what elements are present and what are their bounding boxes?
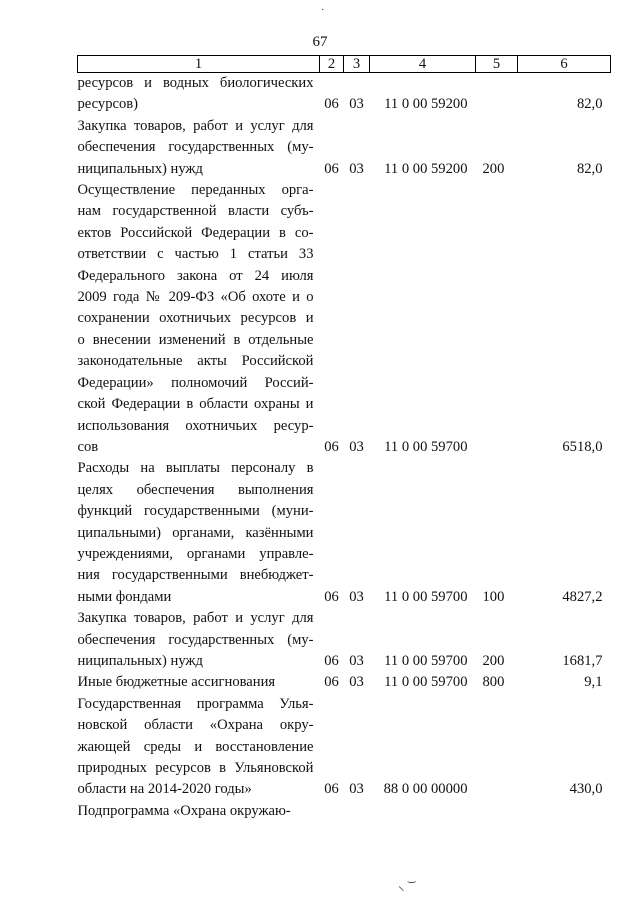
row-amount: 4827,2 — [562, 588, 603, 605]
page-number: 67 — [312, 34, 328, 50]
column-header-5: 5 — [476, 56, 518, 73]
row-target-article: 11 0 00 59700 — [384, 674, 468, 691]
row-name — [78, 801, 320, 822]
name-line: Федерации» полномочий Россий- — [77, 374, 314, 391]
row-section: 06 — [324, 588, 339, 605]
budget-table — [77, 55, 611, 822]
row-section: 06 — [324, 160, 339, 177]
name-line: о внесении изменений в отдельные — [77, 331, 314, 348]
row-name — [78, 73, 320, 116]
scan-speck: · — [321, 5, 325, 16]
column-header-4: 4 — [370, 56, 476, 73]
row-amount: 82,0 — [576, 96, 603, 113]
row-expense-type: 200 — [482, 160, 505, 177]
name-line: 2009 года № 209-ФЗ «Об охоте и о — [77, 289, 314, 306]
name-line: Подпрограмма «Охрана окружаю- — [77, 802, 291, 819]
row-target-article — [370, 801, 476, 822]
header-row — [78, 56, 611, 73]
row-target-article: 11 0 00 59700 — [384, 652, 468, 669]
name-line: ниципальных) нужд — [77, 160, 203, 177]
row-subsection: 03 — [349, 438, 364, 455]
row-target-article: 11 0 00 59700 — [384, 438, 468, 455]
row-amount: 1681,7 — [562, 652, 603, 669]
table-header — [78, 56, 611, 73]
row-expense-type — [476, 801, 518, 822]
row-target-article: 11 0 00 59200 — [384, 96, 468, 113]
row-name — [78, 608, 320, 672]
row-name — [78, 672, 320, 693]
table-row — [78, 608, 611, 672]
row-amount: 6518,0 — [562, 438, 603, 455]
table-row — [78, 73, 611, 116]
row-amount: 82,0 — [576, 160, 603, 177]
name-line: природных ресурсов в Ульяновской — [77, 760, 314, 776]
name-line: ными фондами — [77, 588, 172, 605]
name-line: Осуществление переданных орга- — [77, 182, 314, 199]
row-target-article: 11 0 00 59200 — [384, 160, 468, 177]
row-expense-type: 800 — [482, 674, 505, 691]
table-body — [78, 73, 611, 823]
name-line: области на 2014-2020 годы» — [77, 781, 252, 798]
name-line: новской области «Охрана окру- — [77, 717, 314, 734]
row-amount: 430,0 — [569, 781, 603, 798]
row-section: 06 — [324, 96, 339, 113]
column-header-6: 6 — [518, 56, 611, 73]
name-line: обеспечения государственных (му- — [77, 139, 314, 156]
row-expense-type — [476, 694, 518, 801]
row-expense-type — [476, 180, 518, 458]
column-header-1: 1 — [78, 56, 320, 73]
name-line: ресурсов) — [77, 96, 139, 113]
row-expense-type: 200 — [482, 652, 505, 669]
table-row — [78, 180, 611, 458]
row-subsection: 03 — [349, 674, 364, 691]
name-line: законодательные акты Российской — [77, 353, 314, 370]
name-line: Расходы на выплаты персоналу в — [77, 460, 314, 477]
row-amount: 9,1 — [584, 674, 603, 691]
row-section — [320, 801, 344, 822]
name-line: ответствии с частью 1 статьи 33 — [77, 246, 314, 263]
table-row — [78, 801, 611, 822]
row-subsection — [344, 801, 370, 822]
table-row — [78, 458, 611, 608]
row-name — [78, 458, 320, 608]
column-header-3: 3 — [344, 56, 370, 73]
row-amount — [518, 801, 611, 822]
name-line: ектов Российской Федерации в со- — [77, 224, 314, 241]
row-name — [78, 116, 320, 180]
name-line: Закупка товаров, работ и услуг для — [77, 117, 314, 134]
name-line: Федерального закона от 24 июля — [77, 267, 314, 284]
table-row — [78, 672, 611, 693]
row-target-article: 11 0 00 59700 — [384, 588, 468, 605]
row-subsection: 03 — [349, 652, 364, 669]
table-row — [78, 116, 611, 180]
row-subsection: 03 — [349, 781, 364, 798]
table-row — [78, 694, 611, 801]
row-subsection: 03 — [349, 96, 364, 113]
row-name — [78, 694, 320, 801]
name-line: ния государственными внебюджет- — [77, 567, 314, 584]
name-line: использования охотничьих ресур- — [77, 417, 314, 434]
name-line: обеспечения государственных (му- — [77, 631, 314, 648]
row-section: 06 — [324, 781, 339, 798]
name-line: целях обеспечения выполнения — [77, 481, 314, 498]
name-line: жающей среды и восстановление — [77, 738, 314, 755]
name-line: ской Федерации в области охраны и — [77, 396, 314, 413]
row-subsection: 03 — [349, 160, 364, 177]
name-line: ресурсов и водных биологических — [77, 75, 314, 91]
row-section: 06 — [324, 438, 339, 455]
row-name — [78, 180, 320, 458]
name-line: ципальными) органами, казёнными — [77, 524, 314, 541]
name-line: функций государственными (муни- — [77, 503, 314, 520]
name-line: учреждениями, органами управле- — [77, 545, 314, 562]
row-subsection: 03 — [349, 588, 364, 605]
scan-speck: ⸜ ͝ — [398, 878, 408, 893]
row-expense-type: 100 — [482, 588, 505, 605]
column-header-2: 2 — [320, 56, 344, 73]
name-line: Государственная программа Улья- — [77, 695, 314, 712]
row-expense-type — [476, 73, 518, 116]
row-section: 06 — [324, 674, 339, 691]
row-section: 06 — [324, 652, 339, 669]
name-line: нам государственной власти субъ- — [77, 203, 314, 220]
name-line: сохранении охотничьих ресурсов и — [77, 310, 314, 327]
name-line: Иные бюджетные ассигнования — [77, 674, 276, 691]
name-line: сов — [77, 438, 99, 455]
row-target-article: 88 0 00 00000 — [383, 781, 468, 798]
name-line: ниципальных) нужд — [77, 652, 203, 669]
name-line: Закупка товаров, работ и услуг для — [77, 610, 314, 627]
